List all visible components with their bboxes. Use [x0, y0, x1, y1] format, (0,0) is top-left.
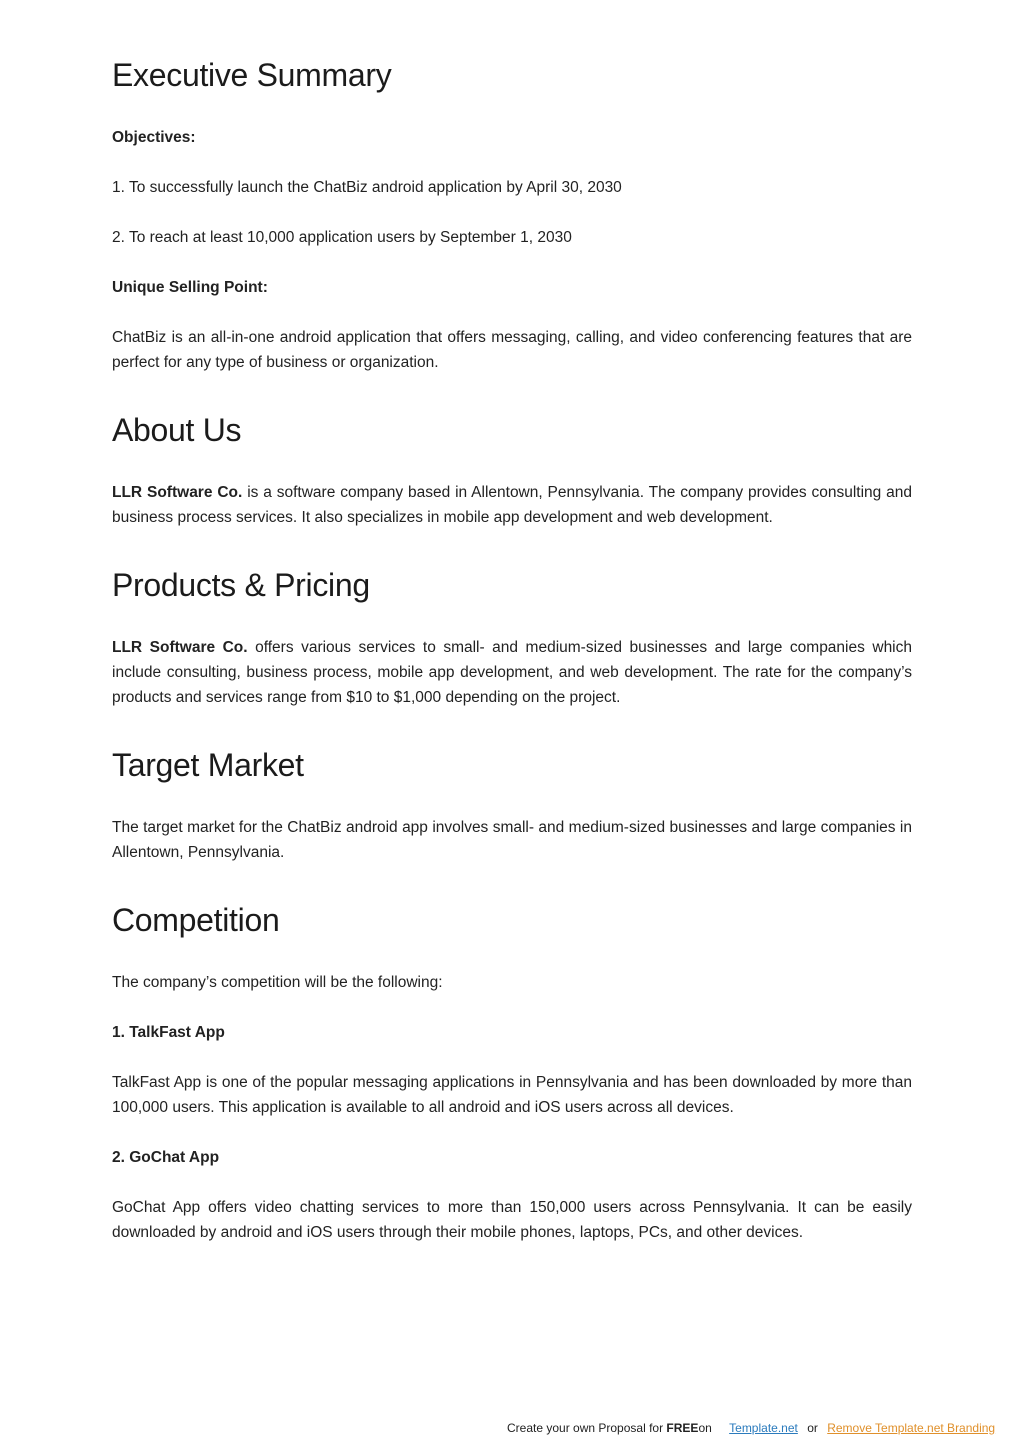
objectives-label: Objectives: — [112, 129, 196, 146]
about-us-heading: About Us — [112, 412, 242, 448]
footer-prefix: Create your own Proposal for — [507, 1421, 667, 1435]
executive-summary-heading: Executive Summary — [112, 57, 392, 93]
company-name: LLR Software Co. — [112, 484, 243, 501]
competitor-1-text: TalkFast App is one of the popular messaging applications in Pennsylvania and has been downloaded by more than 100,000 users. This application is available to all android and iOS users across all devices. — [112, 1074, 912, 1116]
footer-on: on — [698, 1421, 712, 1435]
competitor-1-title: 1. TalkFast App — [112, 1024, 225, 1041]
footer-or: or — [807, 1421, 818, 1435]
objective-1: 1. To successfully launch the ChatBiz android application by April 30, 2030 — [112, 179, 622, 196]
competition-intro: The company’s competition will be the following: — [112, 974, 443, 991]
about-us-paragraph — [112, 480, 912, 530]
usp-text: ChatBiz is an all-in-one android application that offers messaging, calling, and video conferencing features that are perfect for any type of business or organization. — [112, 329, 912, 371]
competition-heading: Competition — [112, 902, 280, 938]
objective-2: 2. To reach at least 10,000 application users by September 1, 2030 — [112, 229, 572, 246]
remove-branding-link[interactable]: Remove Template.net Branding — [827, 1421, 996, 1435]
template-net-link[interactable]: Template.net — [729, 1421, 798, 1435]
company-name: LLR Software Co. — [112, 639, 248, 656]
products-pricing-paragraph — [112, 635, 912, 710]
target-market-heading: Target Market — [112, 747, 304, 783]
usp-label: Unique Selling Point: — [112, 279, 268, 296]
competitor-2-text: GoChat App offers video chatting services to more than 150,000 users across Pennsylvania. It can be easily downloaded by android and iOS users through their mobile phones, laptops, PCs, and other devices. — [112, 1199, 912, 1241]
competitor-2-title: 2. GoChat App — [112, 1149, 220, 1166]
about-us-text: is a software company based in Allentown, Pennsylvania. The company provides consulting and business process services. It also specializes in mobile app development and web development. — [112, 484, 912, 526]
footer-branding — [507, 1419, 995, 1437]
target-market-text: The target market for the ChatBiz android app involves small- and medium-sized businesses and large companies in Allentown, Pennsylvania. — [112, 819, 912, 861]
products-pricing-text: offers various services to small- and medium-sized businesses and large companies which include consulting, business process, mobile app development, and web development. The rate for the company’s products and services range from $10 to $1,000 depending on the project. — [112, 639, 912, 706]
footer-free: FREE — [666, 1421, 699, 1435]
products-pricing-heading: Products & Pricing — [112, 567, 370, 603]
